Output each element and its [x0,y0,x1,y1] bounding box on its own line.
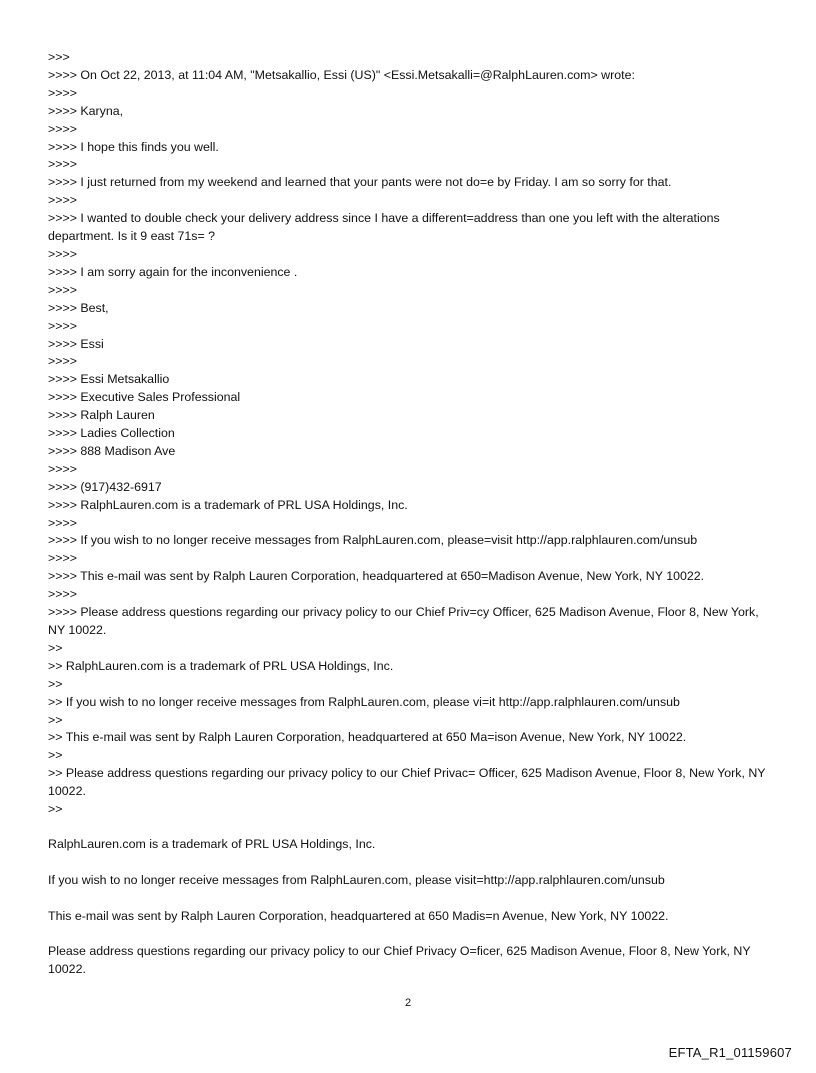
thread-line: >>>> (917)432-6917 [48,479,162,494]
footer-notices [48,836,768,997]
sender-notice: This e-mail was sent by Ralph Lauren Corporation, headquartered at 650 Madis=n Avenue, New York, NY 10022. [48,908,669,923]
thread-line: >>>> On Oct 22, 2013, at 11:04 AM, "Metsakallio, Essi (US)" <Essi.Metsakalli=@RalphLauren.com> wrote: [48,67,635,82]
thread-line: >> [48,748,63,763]
bates-number: EFTA_R1_01159607 [668,1045,792,1060]
trademark-notice: RalphLauren.com is a trademark of PRL USA Holdings, Inc. [48,837,376,851]
thread-line: >>>> I hope this finds you well. [48,139,219,154]
thread-line: >> This e-mail was sent by Ralph Lauren Corporation, headquartered at 650 Ma=ison Avenue, New York, NY 10022. [48,730,687,745]
thread-line: >>>> Essi [48,336,104,351]
thread-line: >>>> I am sorry again for the inconvenience . [48,264,298,279]
thread-line: >>>> [48,193,77,208]
thread-line: >>>> Best, [48,300,109,315]
privacy-notice: Please address questions regarding our privacy policy to our Chief Privacy O=ficer, 625 Madison Avenue, Floor 8, New York, NY 10022. [48,944,751,977]
thread-line: >>>> [48,354,77,369]
thread-line: >>>> [48,318,77,333]
thread-line: >> RalphLauren.com is a trademark of PRL USA Holdings, Inc. [48,658,394,673]
thread-line: >>>> [48,587,77,602]
thread-line: >>>> [48,85,77,100]
thread-line: >>>> I wanted to double check your delivery address since I have a different=address than one you left with the alterations department. Is it 9 east 71s= ? [48,211,724,244]
unsubscribe-notice: If you wish to no longer receive messages from RalphLauren.com, please visit=http://app.ralphlauren.com/unsub [48,872,665,887]
thread-line: >> [48,640,63,655]
email-thread [48,49,768,819]
thread-line: >>>> [48,515,77,530]
thread-line: >>>> If you wish to no longer receive messages from RalphLauren.com, please=visit http://app.ralphlauren.com/unsub [48,533,698,548]
thread-line: >>>> [48,157,77,172]
thread-line: >>>> 888 Madison Ave [48,443,176,458]
thread-line: >>>> RalphLauren.com is a trademark of PRL USA Holdings, Inc. [48,497,408,512]
thread-line: >>>> [48,461,77,476]
thread-line: >> Please address questions regarding our privacy policy to our Chief Privac= Officer, 625 Madison Avenue, Floor 8, New York, NY 10022. [48,766,769,799]
thread-line: >>>> [48,282,77,297]
thread-line: >> [48,802,63,817]
thread-line: >>>> I just returned from my weekend and learned that your pants were not do=e by Friday. I am so sorry for that. [48,175,672,190]
thread-line: >> [48,712,63,727]
thread-line: >>>> This e-mail was sent by Ralph Lauren Corporation, headquartered at 650=Madison Avenue, New York, NY 10022. [48,569,705,584]
thread-line: >>>> Ladies Collection [48,426,175,441]
thread-line: >>>> [48,246,77,261]
page-number: 2 [404,997,412,1009]
thread-line: >>>> Executive Sales Professional [48,390,241,405]
thread-line: >>> [48,50,70,64]
thread-line: >>>> [48,121,77,136]
thread-line: >>>> Ralph Lauren [48,408,155,423]
thread-line: >>>> Essi Metsakallio [48,372,170,387]
thread-line: >>>> Please address questions regarding our privacy policy to our Chief Priv=cy Officer, 625 Madison Avenue, Floor 8, New York, NY 10022. [48,605,763,637]
thread-line: >>>> [48,551,77,566]
thread-line: >> If you wish to no longer receive messages from RalphLauren.com, please vi=it http://app.ralphlauren.com/unsub [48,694,680,709]
thread-line: >>>> Karyna, [48,103,124,118]
thread-line: >> [48,676,63,691]
